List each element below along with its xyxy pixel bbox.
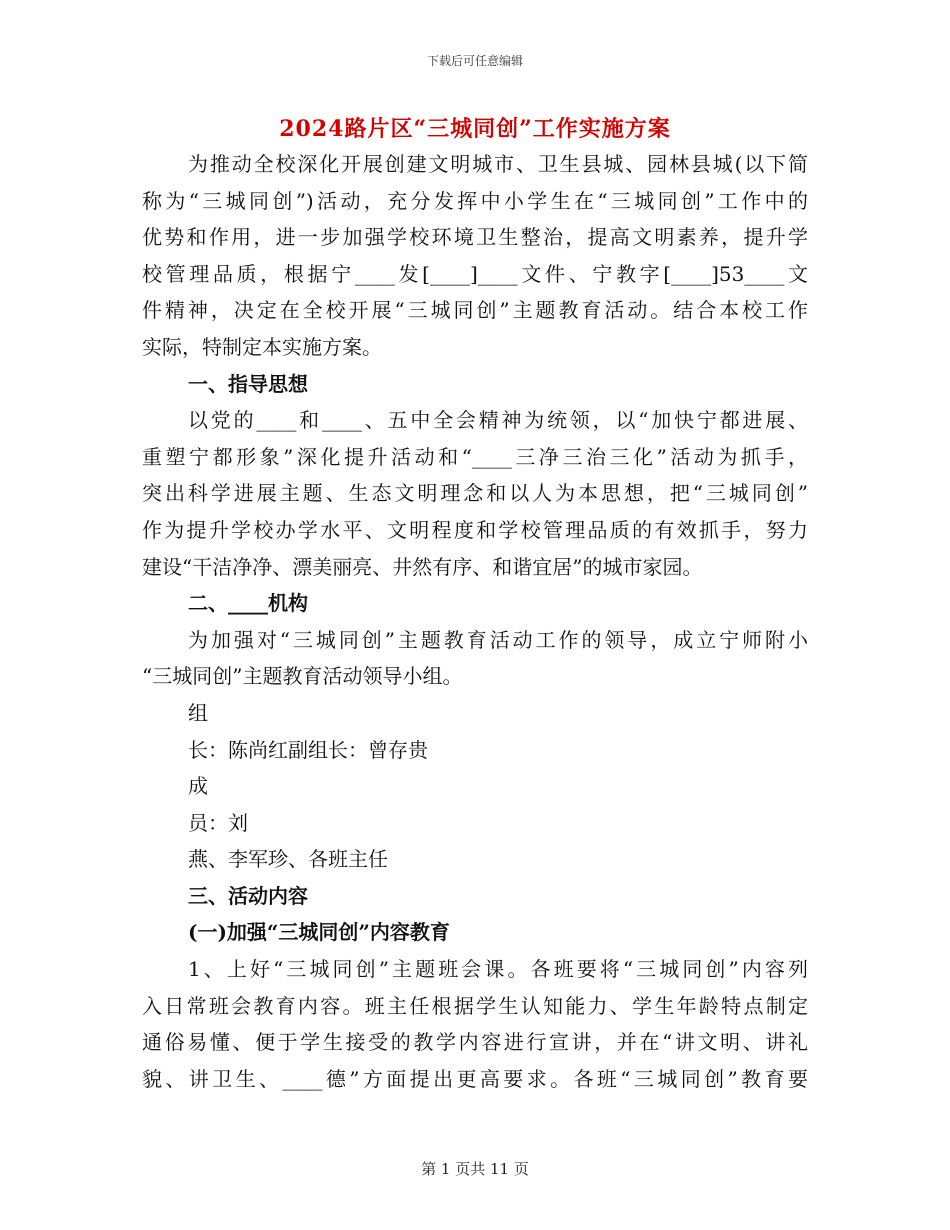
paragraph-intro-line: 实际，特制定本实施方案。 [142,334,382,359]
paragraph-activity-line: 入日常班会教育内容。班主任根据学生认知能力、学生年龄特点制定 [142,993,808,1018]
section-heading-activities: 三、活动内容 [188,883,308,908]
page-footer: 第 1 页共 11 页 [421,1160,529,1178]
member-list-line: 员：刘 [188,810,248,835]
paragraph-organization-line: “三城同创”主题教育活动领导小组。 [142,664,463,689]
paragraph-guiding-line: 以党的____和____、五中全会精神为统领，以“加快宁都进展、 [188,408,808,433]
paragraph-activity-line: 通俗易懂、便于学生接受的教学内容进行宣讲，并在“讲文明、讲礼 [142,1030,808,1055]
member-list-line: 长：陈尚红副组长：曾存贵 [188,737,428,762]
paragraph-guiding-line: 作为提升学校办学水平、文明程度和学校管理品质的有效抓手，努力 [142,517,808,542]
paragraph-guiding-line: 重塑宁都形象”深化提升活动和“____三净三治三化”活动为抓手， [142,444,808,469]
paragraph-organization-line: 为加强对“三城同创”主题教育活动工作的领导，成立宁师附小 [188,627,808,652]
member-list-line: 组 [188,700,208,725]
member-list-line: 成 [188,774,208,799]
section-heading-guiding-thought: 一、指导思想 [188,371,308,396]
paragraph-intro-line: 优势和作用，进一步加强学校环境卫生整治，提高文明素养，提升学 [142,225,808,250]
paragraph-activity-line: 貌、讲卫生、____德”方面提出更高要求。各班“三城同创”教育要 [142,1066,808,1091]
paragraph-activity-line: 1、上好“三城同创”主题班会课。各班要将“三城同创”内容列 [188,957,808,982]
paragraph-guiding-line: 突出科学进展主题、生态文明理念和以人为本思想，把“三城同创” [142,481,808,506]
paragraph-intro-line: 校管理品质，根据宁____发[____]____文件、宁教字[____]53____文 [142,261,808,286]
paragraph-intro-line: 称为“三城同创”)活动，充分发挥中小学生在“三城同创”工作中的 [142,188,808,213]
paragraph-intro-line: 为推动全校深化开展创建文明城市、卫生县城、园林县城(以下简 [188,152,808,176]
paragraph-intro-line: 件精神，决定在全校开展“三城同创”主题教育活动。结合本校工作 [142,298,808,323]
paragraph-guiding-line: 建设“干洁净净、漂美丽亮、井然有序、和谐宜居”的城市家园。 [142,554,703,579]
member-list-line: 燕、李军珍、各班主任 [188,847,388,872]
header-note: 下载后可任意编辑 [426,54,523,68]
subsection-heading-education: (一)加强“三城同创”内容教育 [188,920,450,945]
document-body [142,146,808,1097]
document-title: 2024路片区“三城同创”工作实施方案 [279,116,671,142]
section-heading-organization: 二、____机构 [188,591,308,616]
